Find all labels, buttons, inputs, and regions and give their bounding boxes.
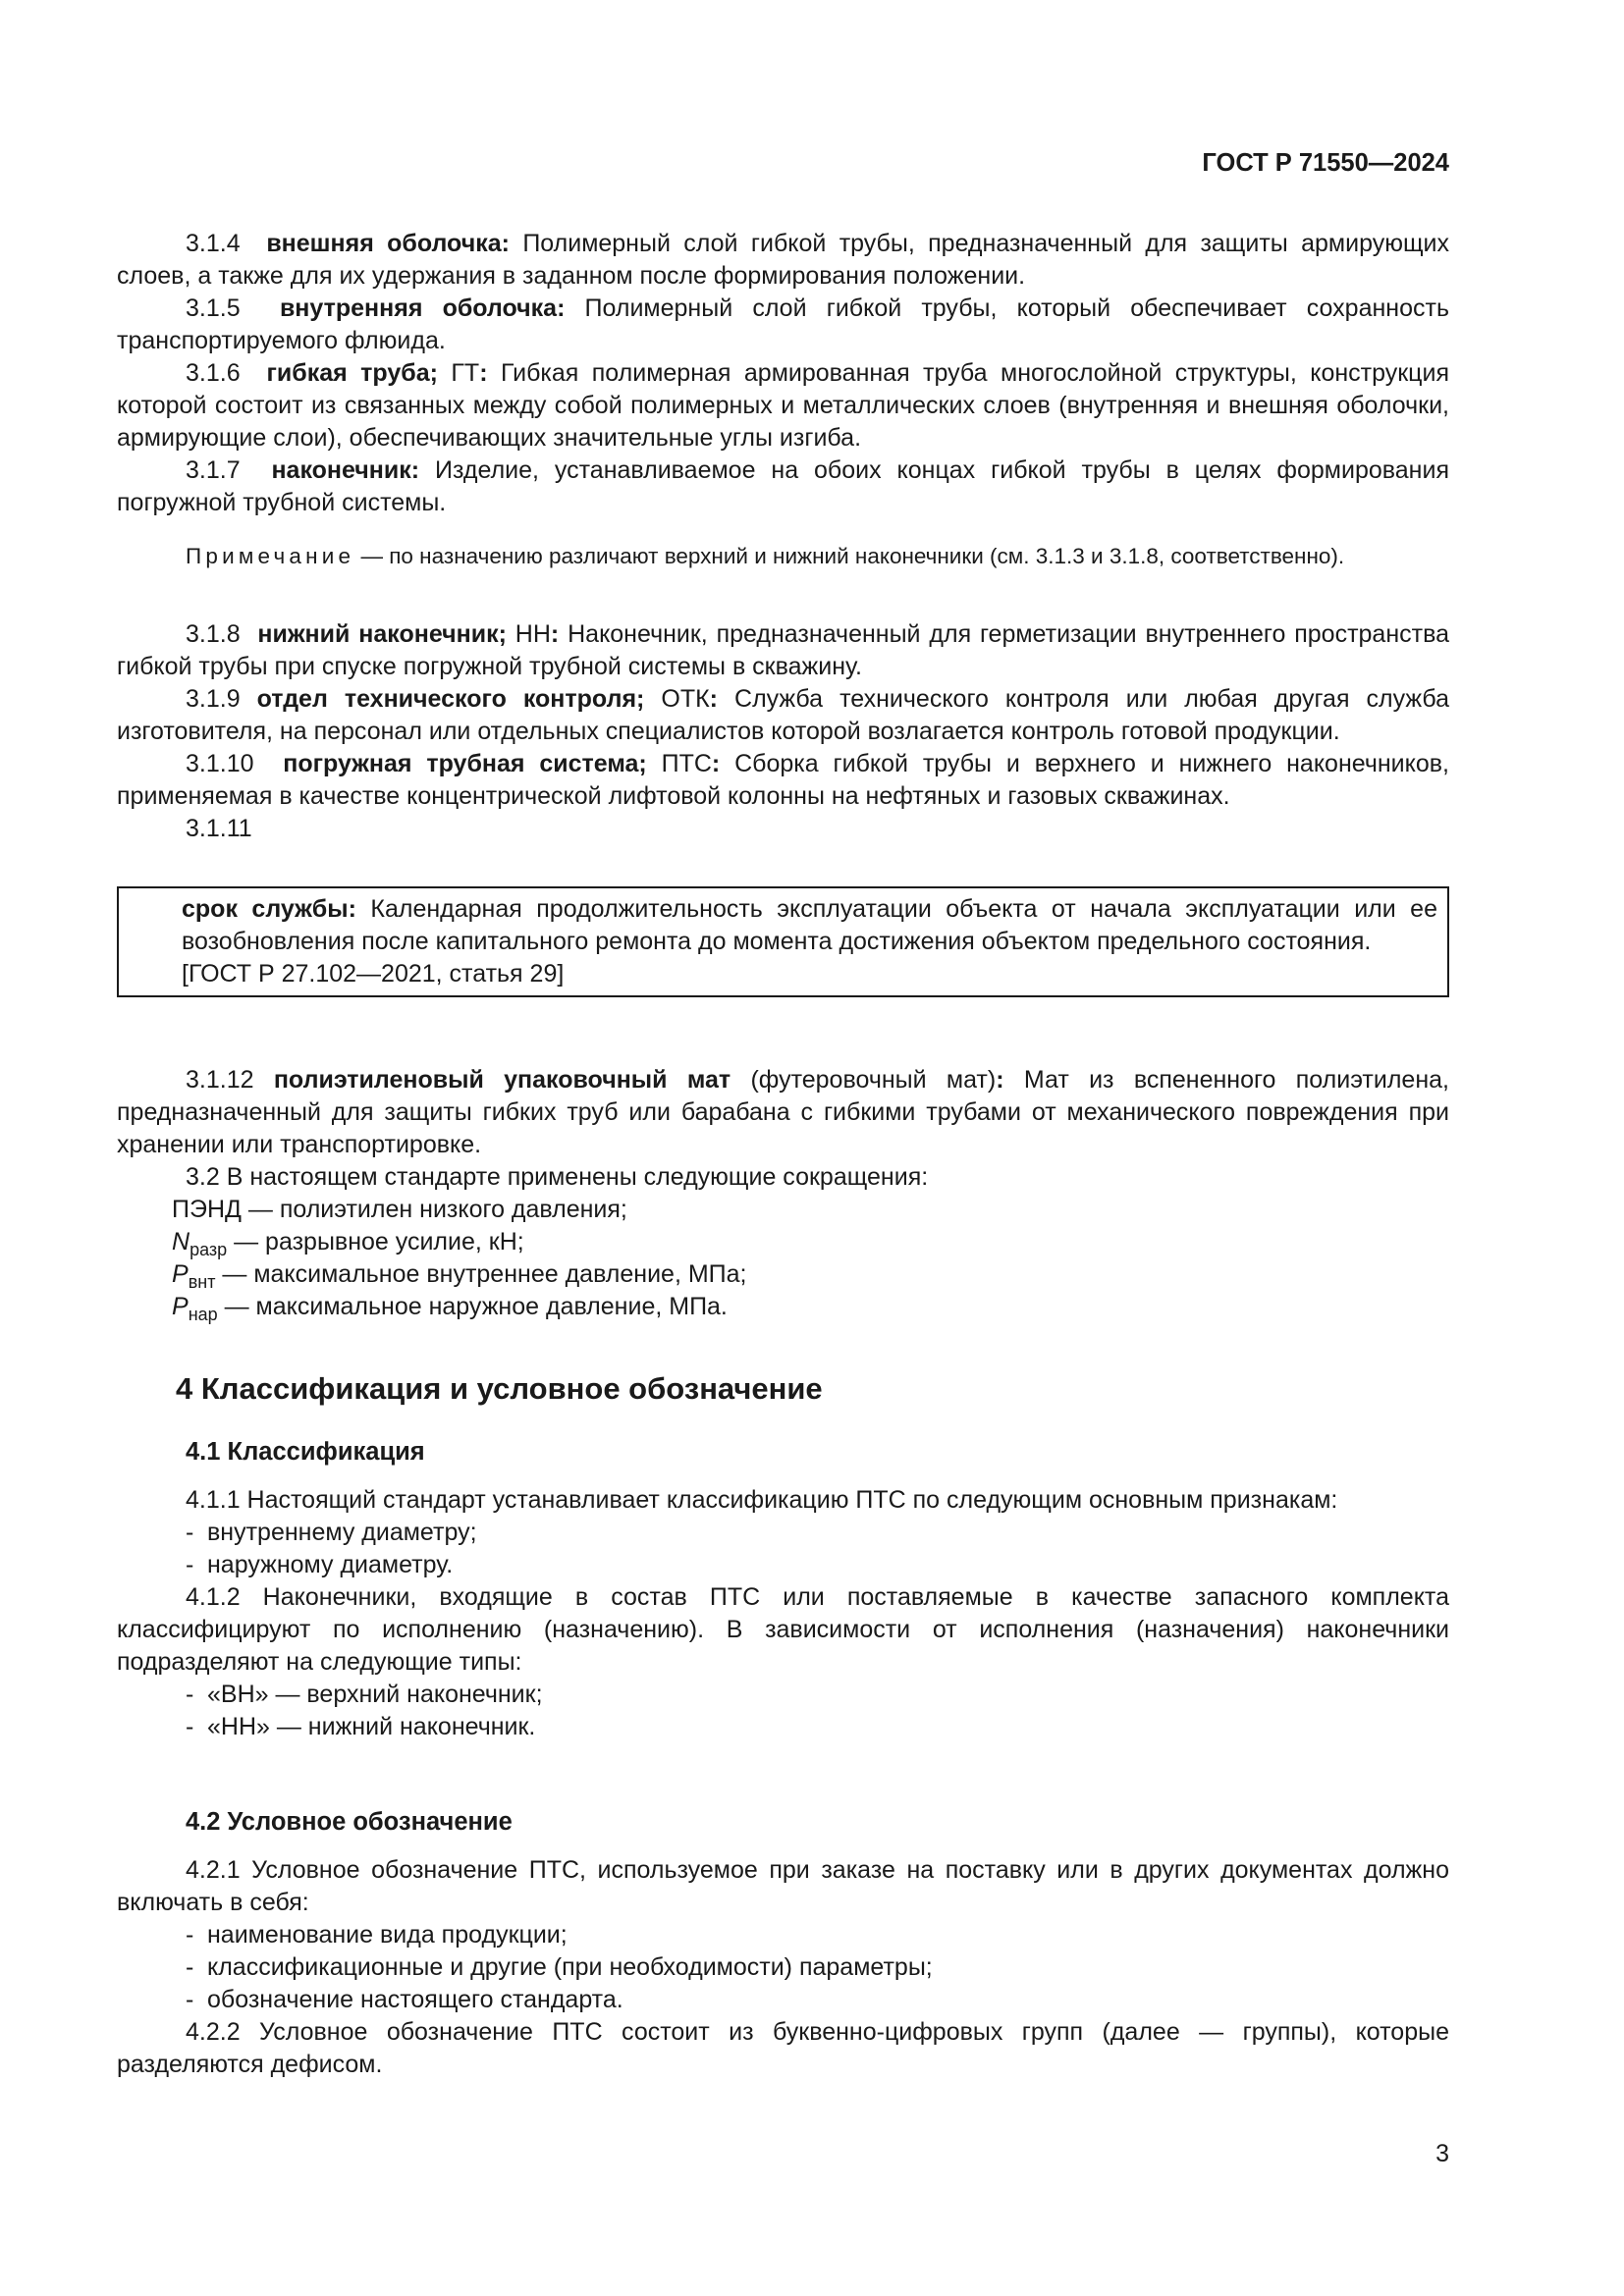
subsection-heading: 4.1 Классификация bbox=[186, 1438, 425, 1466]
note: Примечание — по назначению различают верхний и нижний наконечники (см. 3.1.3 и 3.1.8, соответственно). bbox=[186, 544, 1345, 568]
definition-3-1-11-number: 3.1.11 bbox=[186, 815, 252, 842]
section-heading: 4 Классификация и условное обозначение bbox=[176, 1371, 823, 1406]
list-item: - наружному диаметру. bbox=[186, 1551, 454, 1578]
abbreviation-item: $N_{разр}$ — разрывное усилие, кН; bbox=[172, 1228, 524, 1259]
abbreviation-item: $P_{нар}$ — максимальное наружное давление, МПа. bbox=[172, 1293, 728, 1324]
definitions-block-1 bbox=[117, 228, 1449, 519]
definitions-block-2 bbox=[117, 618, 1449, 845]
subsection-4-2 bbox=[117, 1808, 1449, 1837]
abbreviation-item: ПЭНД — полиэтилен низкого давления; bbox=[172, 1196, 627, 1223]
list-item: - классификационные и другие (при необходимости) параметры; bbox=[186, 1953, 933, 1981]
subsection-4-1-body bbox=[117, 1484, 1449, 1743]
definition-3-1-9: 3.1.9 отдел технического контроля; ОТК: Служба технического контроля или любая другая служба изготовителя, на персонал или отдельных специалистов которой возлагается контроль готовой продукции. bbox=[117, 685, 1450, 745]
subsection-4-2-body bbox=[117, 1854, 1449, 2081]
definition-3-1-4: 3.1.4 внешняя оболочка: Полимерный слой гибкой трубы, предназначенный для защиты армирующих слоев, а также для их удержания в заданном после формирования положении. bbox=[117, 230, 1449, 290]
list-item: - внутреннему диаметру; bbox=[186, 1519, 477, 1546]
definition-3-1-5: 3.1.5 внутренняя оболочка: Полимерный слой гибкой трубы, который обеспечивает сохранность транспортируемого флюида. bbox=[117, 294, 1449, 354]
definition-3-1-6: 3.1.6 гибкая труба; ГТ: Гибкая полимерная армированная труба многослойной структуры, конструкция которой состоит из связанных между собой полимерных и металлических слоев (внутренняя и внешняя оболочки, армирующие слои), обеспечивающих значительные углы изгиба. bbox=[117, 359, 1449, 452]
standard-designation: ГОСТ Р 71550—2024 bbox=[1202, 149, 1449, 177]
paragraph-4-2-2: 4.2.2 Условное обозначение ПТС состоит из буквенно-цифровых групп (далее — группы), которые разделяются дефисом. bbox=[117, 2018, 1449, 2078]
section-4 bbox=[117, 1371, 1449, 1407]
paragraph-4-1-2: 4.1.2 Наконечники, входящие в состав ПТС или поставляемые в качестве запасного комплекта классифицируют по исполнению (назначению). В зависимости от исполнения (назначения) наконечники подразделяют на следующие типы: bbox=[117, 1583, 1449, 1676]
definition-3-1-10: 3.1.10 погружная трубная система; ПТС: Сборка гибкой трубы и верхнего и нижнего наконечников, применяемая в качестве концентрической лифтовой колонны на нефтяных и газовых скважинах. bbox=[117, 750, 1449, 810]
note-label: Примечание bbox=[186, 544, 355, 568]
definition-source-reference: [ГОСТ Р 27.102—2021, статья 29] bbox=[182, 960, 565, 988]
definition-3-1-7: 3.1.7 наконечник: Изделие, устанавливаемое на обоих концах гибкой трубы в целях формирования погружной трубной системы. bbox=[117, 456, 1449, 516]
abbreviations-intro: 3.2 В настоящем стандарте применены следующие сокращения: bbox=[186, 1163, 929, 1191]
list-item: - «ВН» — верхний наконечник; bbox=[186, 1681, 543, 1708]
abbreviation-item: $P_{внт}$ — максимальное внутреннее давление, МПа; bbox=[172, 1260, 747, 1292]
subsection-4-1 bbox=[117, 1438, 1449, 1467]
subsection-heading: 4.2 Условное обозначение bbox=[186, 1808, 513, 1836]
definition-3-1-12: 3.1.12 полиэтиленовый упаковочный мат (футеровочный мат): Мат из вспененного полиэтилена, предназначенный для защиты гибких труб или барабана с гибкими трубами от механического повреждения при хранении или транспортировке. bbox=[117, 1066, 1449, 1158]
paragraph-4-1-1: 4.1.1 Настоящий стандарт устанавливает классификацию ПТС по следующим основным признакам: bbox=[186, 1486, 1338, 1514]
page-number: 3 bbox=[1435, 2140, 1449, 2167]
list-item: - «НН» — нижний наконечник. bbox=[186, 1713, 536, 1740]
list-item: - наименование вида продукции; bbox=[186, 1921, 568, 1949]
note-block bbox=[117, 541, 1449, 571]
definitions-block-3 bbox=[117, 1064, 1449, 1323]
definition-3-1-8: 3.1.8 нижний наконечник; НН: Наконечник, предназначенный для герметизации внутреннего пространства гибкой трубы при спуске погружной трубной системы в скважину. bbox=[117, 620, 1449, 680]
list-item: - обозначение настоящего стандарта. bbox=[186, 1986, 623, 2013]
paragraph-4-2-1: 4.2.1 Условное обозначение ПТС, используемое при заказе на поставку или в других документах должно включать в себя: bbox=[117, 1856, 1449, 1916]
quoted-definition-box bbox=[117, 886, 1449, 997]
definition-3-1-11: срок службы: Календарная продолжительность эксплуатации объекта от начала эксплуатации или ее возобновления после капитального ремонта до момента достижения объектом предельного состояния. bbox=[182, 895, 1437, 955]
